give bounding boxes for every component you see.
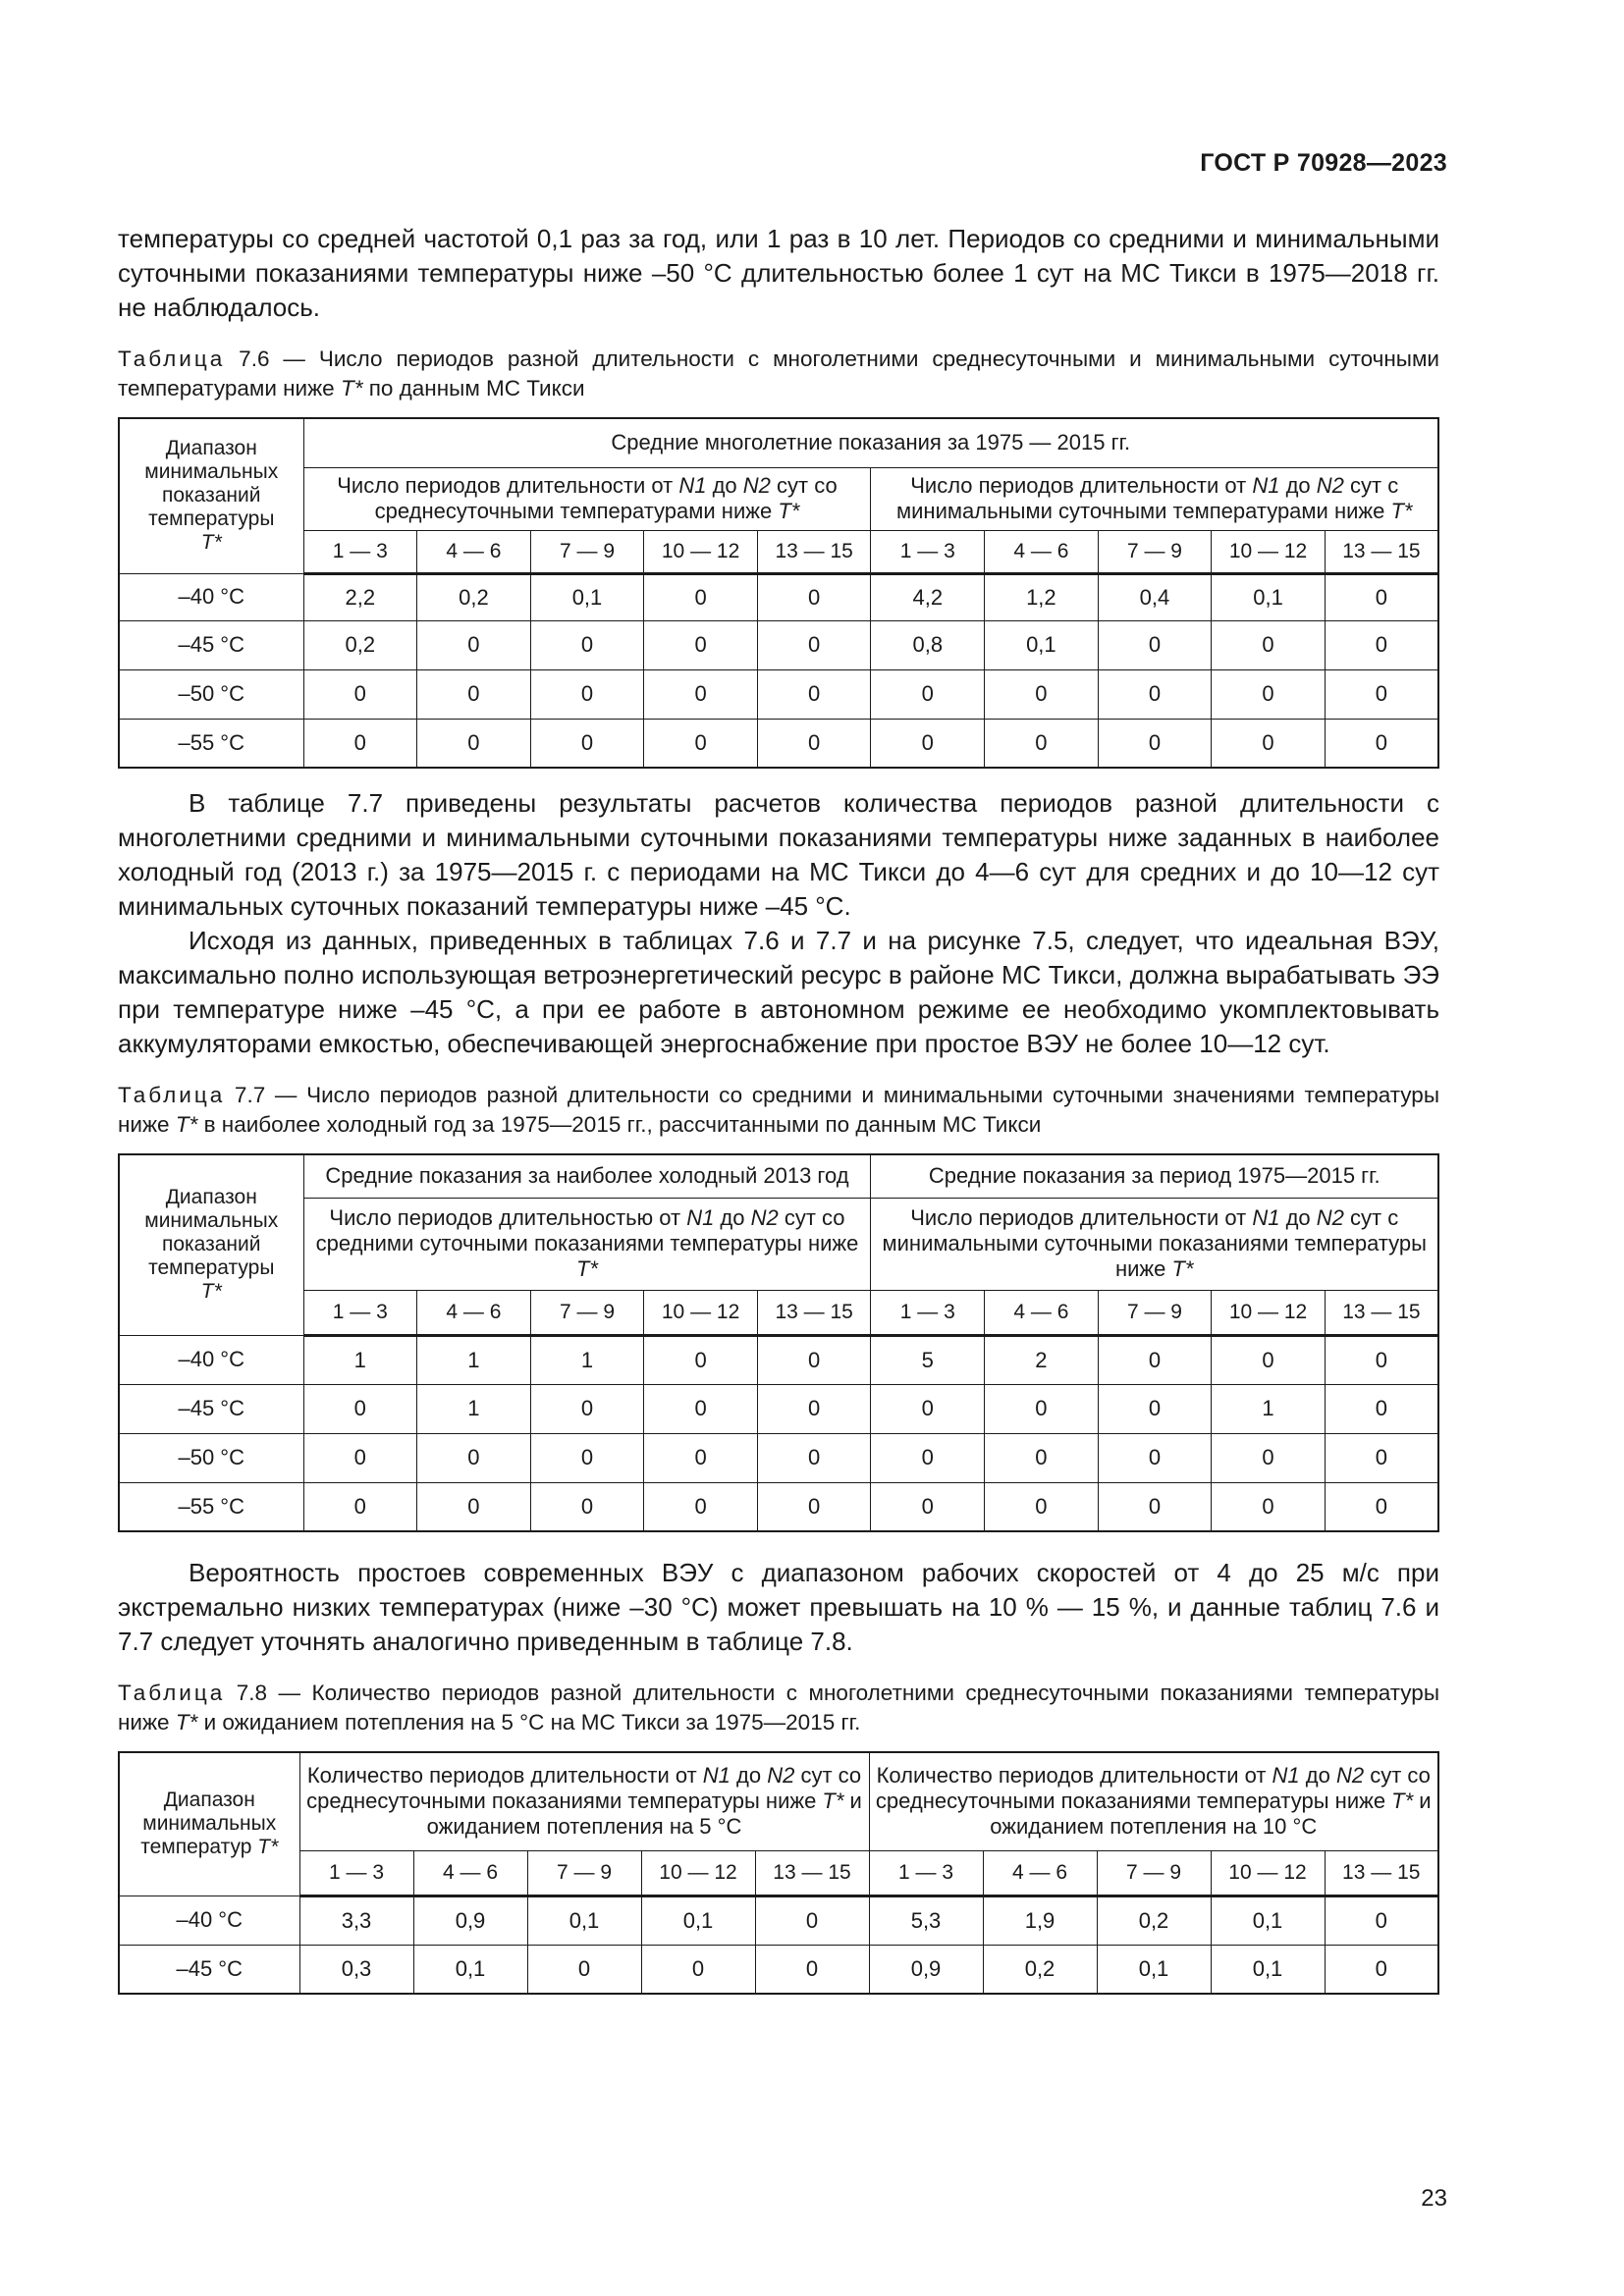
- row-header: Диапазон минимальных показаний температуры T*: [119, 1154, 303, 1335]
- col-header: 4 — 6: [417, 1290, 531, 1335]
- col-header: 13 — 15: [757, 530, 871, 573]
- col-header: 13 — 15: [757, 1290, 871, 1335]
- table-row: –40 °C 2,2 0,2 0,1 0 0 4,2 1,2 0,4 0,1 0: [119, 573, 1438, 620]
- group-header-2: Количество периодов длительности от N1 до N2 сут со среднесуточными показаниями температуры ниже T* и ожиданием потепления на 10 °С: [869, 1752, 1438, 1850]
- col-header: 1 — 3: [871, 1290, 985, 1335]
- col-header: 7 — 9: [1098, 530, 1212, 573]
- paragraph-4: Вероятность простоев современных ВЭУ с диапазоном рабочих скоростей от 4 до 25 м/с при экстремально низких температурах (ниже –30 °С) может превышать на 10 % — 15 %, и данные таблиц 7.6 и 7.7 следует уточнять аналогично приведенным в таблице 7.8.: [118, 1558, 1439, 1656]
- col-header: 10 — 12: [644, 530, 758, 573]
- col-header: 4 — 6: [985, 530, 1099, 573]
- col-header: 10 — 12: [1212, 530, 1326, 573]
- table-row: –45 °C 0 1 0 0 0 0 0 0 1 0: [119, 1384, 1438, 1433]
- table-row: –55 °C 0 0 0 0 0 0 0 0 0 0: [119, 719, 1438, 768]
- group-header-1: Число периодов длительности от N1 до N2 сут со среднесуточными температурами ниже T*: [303, 467, 871, 530]
- table-row: –40 °C 1 1 1 0 0 5 2 0 0 0: [119, 1335, 1438, 1384]
- col-header: 4 — 6: [413, 1850, 527, 1896]
- document-id: ГОСТ Р 70928—2023: [1200, 149, 1447, 177]
- col-header: 7 — 9: [1098, 1290, 1212, 1335]
- col-header: 10 — 12: [1211, 1850, 1325, 1896]
- table-row: –45 °C 0,2 0 0 0 0 0,8 0,1 0 0 0: [119, 620, 1438, 669]
- col-header: 10 — 12: [1212, 1290, 1326, 1335]
- table-row: –50 °C 0 0 0 0 0 0 0 0 0 0: [119, 1433, 1438, 1482]
- col-header: 1 — 3: [869, 1850, 983, 1896]
- table-top-header-1: Средние показания за наиболее холодный 2013 год: [303, 1154, 871, 1198]
- col-header: 13 — 15: [1325, 1850, 1438, 1896]
- table-row: –45 °С 0,3 0,1 0 0 0 0,9 0,2 0,1 0,1 0: [119, 1945, 1438, 1994]
- table-row: –40 °С 3,3 0,9 0,1 0,1 0 5,3 1,9 0,2 0,1 0: [119, 1896, 1438, 1945]
- table-7-6-caption: Таблица 7.6 — Число периодов разной длительности с многолетними среднесуточными и минимальными суточными температурами ниже T* по данным МС Тикси: [118, 347, 1439, 400]
- col-header: 13 — 15: [755, 1850, 869, 1896]
- col-header: 7 — 9: [527, 1850, 641, 1896]
- page-content: [118, 222, 1439, 1995]
- paragraph-1: температуры со средней частотой 0,1 раз за год, или 1 раз в 10 лет. Периодов со средними и минимальными суточными показаниями температуры ниже –50 °С длительностью более 1 сут на МС Тикси в 1975—2018 гг. не наблюдалось.: [118, 224, 1439, 322]
- table-7-7-caption: Таблица 7.7 — Число периодов разной длительности со средними и минимальными суточными значениями температуры ниже T* в наиболее холодный год за 1975—2015 гг., рассчитанными по данным МС Тикси: [118, 1083, 1439, 1137]
- table-7-6: [118, 417, 1439, 769]
- paragraph-2: В таблице 7.7 приведены результаты расчетов количества периодов разной длительности с многолетними средними и минимальными суточными показаниями температуры ниже заданных в наиболее холодный год (2013 г.) за 1975—2015 г. с периодами на МС Тикси до 4—6 сут для средних и до 10—12 сут минимальных суточных показаний температуры ниже –45 °С.: [118, 788, 1439, 921]
- col-header: 4 — 6: [985, 1290, 1099, 1335]
- col-header: 1 — 3: [303, 1290, 417, 1335]
- table-top-header-2: Средние показания за период 1975—2015 гг.: [871, 1154, 1438, 1198]
- col-header: 4 — 6: [417, 530, 531, 573]
- group-header-1: Количество периодов длительности от N1 до N2 сут со среднесуточными показаниями температуры ниже T* и ожиданием потепления на 5 °С: [299, 1752, 869, 1850]
- table-top-header: Средние многолетние показания за 1975 — 2015 гг.: [303, 418, 1438, 467]
- col-header: 13 — 15: [1325, 1290, 1438, 1335]
- group-header-1: Число периодов длительностью от N1 до N2 сут со средними суточными показаниями температуры ниже T*: [303, 1198, 871, 1290]
- paragraph-3: Исходя из данных, приведенных в таблицах 7.6 и 7.7 и на рисунке 7.5, следует, что идеальная ВЭУ, максимально полно использующая ветроэнергетический ресурс в районе МС Тикси, должна вырабатывать ЭЭ при температуре ниже –45 °С, а при ее работе в автономном режиме ее необходимо укомплектовывать аккумуляторами емкостью, обеспечивающей энергоснабжение при простое ВЭУ не более 10—12 сут.: [118, 926, 1439, 1058]
- group-header-2: Число периодов длительности от N1 до N2 сут с минимальными суточными температурами ниже T*: [871, 467, 1438, 530]
- table-7-8: [118, 1751, 1439, 1995]
- table-7-8-caption: Таблица 7.8 — Количество периодов разной длительности с многолетними среднесуточными показаниями температуры ниже T* и ожиданием потепления на 5 °С на МС Тикси за 1975—2015 гг.: [118, 1681, 1439, 1735]
- col-header: 1 — 3: [871, 530, 985, 573]
- col-header: 4 — 6: [983, 1850, 1097, 1896]
- table-row: –55 °C 0 0 0 0 0 0 0 0 0 0: [119, 1482, 1438, 1531]
- col-header: 10 — 12: [641, 1850, 755, 1896]
- col-header: 10 — 12: [644, 1290, 758, 1335]
- col-header: 7 — 9: [1097, 1850, 1211, 1896]
- table-row: –50 °C 0 0 0 0 0 0 0 0 0 0: [119, 669, 1438, 719]
- row-header: Диапазон минимальных показаний температуры T*: [119, 418, 303, 573]
- row-header: Диапазон минимальных температур T*: [119, 1752, 299, 1896]
- page-number: 23: [1421, 2185, 1447, 2212]
- col-header: 13 — 15: [1325, 530, 1438, 573]
- table-7-7: [118, 1153, 1439, 1532]
- col-header: 7 — 9: [530, 1290, 644, 1335]
- group-header-2: Число периодов длительности от N1 до N2 сут с минимальными суточными показаниями температуры ниже T*: [871, 1198, 1438, 1290]
- col-header: 7 — 9: [530, 530, 644, 573]
- col-header: 1 — 3: [299, 1850, 413, 1896]
- col-header: 1 — 3: [303, 530, 417, 573]
